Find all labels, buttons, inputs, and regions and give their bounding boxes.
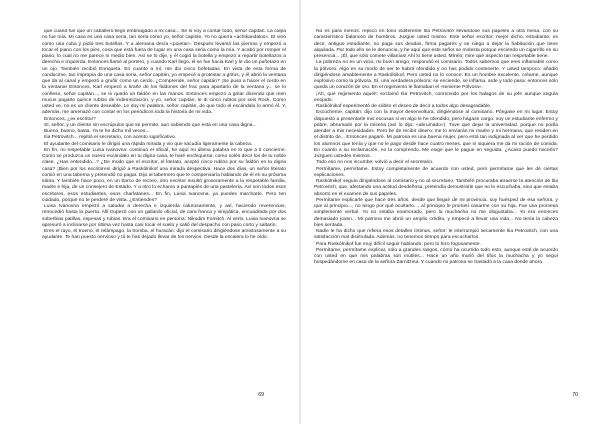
right-page-text: [314, 29, 558, 387]
paragraph: Bueno, bueno, basta. Ya te he dicho mil veces...: [44, 129, 150, 134]
paragraph: Raskólnikof experimentó de súbito el deseo de decir a todos algo desagradable.: [316, 104, 492, 109]
paragraph: La pobreza no es un vicio, mi buen amigo: respondió el comisario. Todos sabemos que eres inflamable como la pólvora. Algo en su modo de ser te habrá ofendido y no has podido contenerte. Y usted tampoco: añadió dirigiéndose amablemente a Raskólnikof. Pero usted no lo conoce. Es un hombre excelente, créame, aunque explosivo como la pólvora. Sí, una verdadera pólvora: se enciende, se inflama, arde y todo pasa: entonces sólo queda un corazón de oro. En el regimiento le llamaban el «teniente Pólvora».: [314, 60, 558, 91]
paragraph: Permítame explicarle que hace tres años, desde que llegué de mi provincia, soy huésped de esa señora, y que al principio..., no tengo por qué ocultarlo..., al principio le prometí casarme con su hija. Fue una promesa simplemente verbal. Yo no estaba enamorado, pero la muchacha no me disgustaba... Yo era entonces demasiado joven... Mi patrona me abrió un amplio crédito, y empecé a llevar una vida... No tenía la cabeza bien sentada.: [314, 197, 558, 228]
paragraph: Entonces, ¿es escritor?: [44, 116, 96, 122]
paragraph: El ayudante del comisario le dirigió una rápida mirada y vio que sacudía ligeramente la cabeza.: [44, 141, 253, 147]
page-number-left: 69: [258, 392, 264, 398]
paragraph: ¡Ah, qué regimiento aquél!: exclamó Ilia Petrovitch, conmovido por los halagos de su jefe aunque seguía enojado.: [314, 91, 558, 103]
right-page: [300, 0, 600, 424]
paragraph: Ilia Petrovitch... repitió el secretario, con acento significativo.: [44, 135, 177, 141]
paragraph: Todo eso no nos incumbe: volvió a decir el secretario.: [316, 160, 434, 166]
paragraph: Escúcheme, capitán: dijo con la mayor desenvoltura, dirigiéndose al comisario. Póngase en mi lugar. Estoy dispuesto a presentarle mis excusas si en algo le he ofendido; pero hágase cargo: soy un estudiante enfermo y pobre, abrumado por la miseria (así lo dijo: «abrumado»). Tuve que dejar la universidad, porque no podía atender a mis necesidades. Pero he de recibir dinero: me lo enviarán mi madre y mi hermana, que residen en el distrito de... Entonces pagaré. Mi patrona es una buena mujer, pero está tan indignada al ver que he perdido los alumnos que tenía y que no le pago desde hace cuatro meses, que ni siquiera me da mi ración de comida. En cuanto a su reclamación, no la comprendo. Me exige que le pague en seguida. ¿Acaso puedo hacerlo? Juzguen ustedes mismos.: [314, 110, 558, 159]
paragraph: Permítame, permítame. Estoy completamente de acuerdo con usted, pero permítame que les dé ciertas explicaciones.: [314, 166, 558, 178]
paragraph: No es para menos: replicó en tono indiferente Ilia Petrovitch llevándose sus papeles a otra mesa, con su característico balanceo de hombros. Juzgue usted mismo. Este señor escritor, mejor dicho, estudiante, es decir, antiguo estudiante, no paga sus deudas, firma pagarés y se niega a dejar la habitación que tiene alquilada. Por todo ello se le denuncia, y he aquí que este señor se molesta porque enciendo un cigarrillo en su presencia... ¡Él, que sólo comete villanías! Ahí lo tiene usted. Mírelo; mire qué aspecto tan respetable tiene.: [314, 29, 558, 59]
paragraph: Para Raskólnikof fue muy difícil seguir hablando, pero lo hizo fogosamente.: [316, 241, 481, 247]
paragraph: Sí, señor, y un cliente sin escrúpulos que se permite, aun sabiendo que está en una casa digna...: [44, 122, 257, 128]
page-number-right: 70: [572, 392, 578, 398]
paragraph: que cuand fue que un caballero llegó embriagado a mi casa... Se lo voy a contar todo, señor capitán. La culpa no fue mía. Mi casa es una casa seria, tan seria como yo, señor capitán. Yo no quería «achikandalos». El vino como una cuba y pidió tres botellas. Y a alemana decía «poietar». Después levantó las piernas y empezó a tocar el piano con los pies, cosa que está fuera de lugar en una casa seria como la mía. Y acabó por romper el piano, lo cual no me parece ni medio bien. Así se lo dije, y él cogió la botella y empezó a repartir botellazos a derecha e izquierda. Entonces llamé al portero, y cuando Karl llegó, él se fue hacia Karl y le dio un puñetazo en un ojo. También recibió Enriqueta. En cuanto a mí, me dio cinco bofetadas. En vista de esta forma de conducirse, tan impropia de una casa seria, señor capitán, yo empecé a protestar a gritos, y él abrió la ventana que da al canal y empezó a gruñir como un cerdo. ¿Comprende, señor capitán? ¡Se puso a hacer el cerdo en la ventana! Entonces, Karl empezó a tirarle de los faldones del frac para apartarlo de la ventana y... se lo confieso, señor capitán..., se le quedó un faldón en las manos. Entonces empezó a gritar diciendo que men mucus pagarle quince rublos de indemnización, y yo, señor capitán, le di cinco rublos por seis Rock. Como usted ve, no es un cliente deseable. Le doy mi palabra, señor capitán, de que todo el escándalo lo armó él. Y, además, me amenazó con contar en los periódicos toda la historia de mi vida.: [42, 29, 286, 116]
paragraph: Eres el rayo, el trueno, el relámpago, la tromba, el huracán: dijo el comisario dirigiéndose amistosamente a su ayudante. Te han puesto nervioso y tú te has dejado llevar de los nervios. Desde la escalera lo he oído.: [42, 229, 286, 241]
paragraph: En fin, mi respetable Luisa Ivanovna: continuó el oficial, he aquí mi última palabra en lo que a ti concierne. Como se produzca un nuevo escándalo en tu digna casa, te haré enchiquerar, como solés decir los de tu noble clase. ¿Has entendido...? ¿De modo que el escritor, el literato, aceptó cinco rublos por su faldón en tu digna casa? ¡Bien por los escritores! dirigió a Raskólnikof una mirada despectiva. Hace dos días, un señor literato comió en una taberna y pretendió no pagar. Dijo al tabernero que le compensaría hablando de él en su próxima sátira. Y también hace poco, en un barco de recreo, otro escritor insultó groseramente a la respetable familia, madre e hija, de un consejero de Estado. Y a otro lo echaron a puntapiés de una pastelería. Así son todos esos escritores, esos estudiantes, esos charlatanes... En fin, Luisa Ivanovna, ya puedes marcharte. Pero ten cuidado, porque no te perderé de vista. ¿Entiendes?: [42, 147, 286, 203]
paragraph: Permítame, permítame explicar, sólo a grandes rasgos, cómo ha ocurrido todo esto, aunque esté de acuerdo con usted en que mis palabras son inútiles... Hace un año murió del tifus la muchacha y yo seguí hospedándome en casa de la señora Zarnitzina. Y cuando mi patrona se trasladó a la casa donde ahora: [314, 247, 558, 266]
paragraph: Nadie le ha dicho que refiera esos detalles íntimos, señor: le interrumpió secamente Ilia Petrovitch, con una satisfacción mal disimulada. Además, no tenemos tiempo para escucharlos.: [314, 229, 558, 241]
paragraph: Luisa Ivanovna empezó a saludar a derecha e izquierda calurosamente, y así, haciendo reverencias, retrocedió hasta la puerta. Allí tropezó con un gallardo oficial, de cara franca y simpática, encuadrada por dos soberbias patillas, espesas y rubias. Era el comisario en persona: Nikodim Fomitch. Al verlo, Luisa Ivanovna se apresuró a inclinarse por última vez hasta casi tocar el suelo y salió del despacho con paso corto y saltarín.: [42, 204, 286, 228]
paragraph: Raskólnikof seguía dirigiéndose al comisario y no al secretario. También procuraba atraerse la atención de Ilia Petrovitch, que, afectando una actitud desdeñosa, pretendía demostrarle que no le escuchaba, sino que estaba absorto en el examen de sus papeles.: [314, 179, 558, 197]
left-page-text: [42, 29, 286, 387]
